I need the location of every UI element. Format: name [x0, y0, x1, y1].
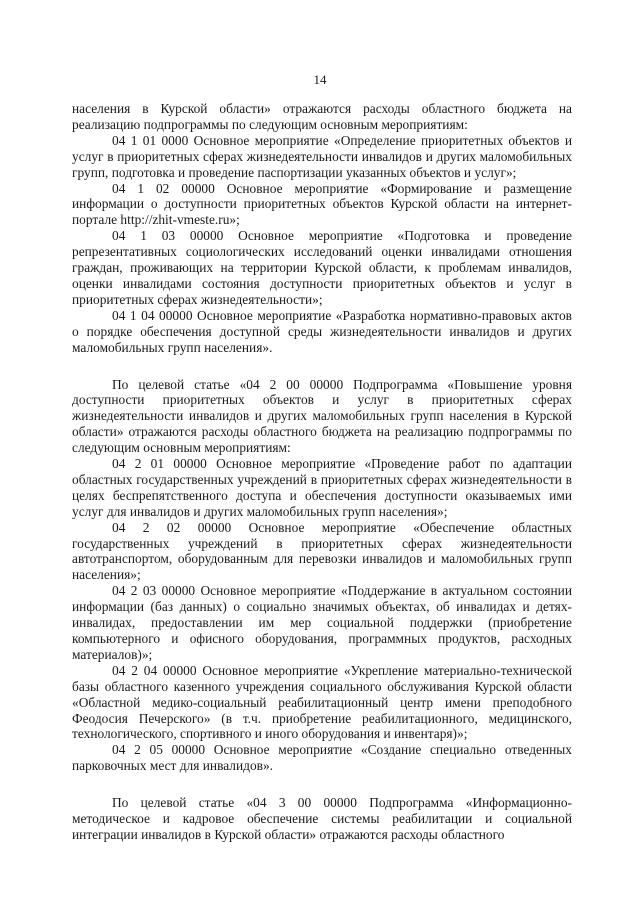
- paragraph: 04 2 02 00000 Основное мероприятие «Обеспечение областных государственных учреждений в приоритетных сферах жизнедеятельности автотранспортом, оборудованным для перевозки инвалидов и маломобильных групп населения»;: [72, 519, 572, 583]
- paragraph: 04 2 04 00000 Основное мероприятие «Укрепление материально-технической базы областного казенного учреждения социального обслуживания Курской области «Областной медико-социальный реабилитационный центр имени преподобного Феодосия Печерского» (в т.ч. приобретение реабилитационного, медицинского, технологического, спортивного и иного оборудования и инвентаря)»;: [72, 662, 572, 742]
- paragraph: По целевой статье «04 3 00 00000 Подпрограмма «Информационно-методическое и кадровое обеспечение системы реабилитации и социальной интеграции инвалидов в Курской области» отражаются расходы областного: [72, 795, 572, 842]
- paragraph-spacer: [72, 356, 572, 377]
- paragraph: 04 2 03 00000 Основное мероприятие «Поддержание в актуальном состоянии информации (баз данных) о социально значимых объектах, об инвалидах и детях-инвалидах, предоставлении им мер социальной поддержки (приобретение компьютерного и офисного оборудования, программных продуктов, расходных материалов)»;: [72, 583, 572, 662]
- paragraph: 04 1 04 00000 Основное мероприятие «Разработка нормативно-правовых актов о порядке обеспечения доступной среды жизнедеятельности инвалидов и других маломобильных групп населения».: [72, 307, 572, 355]
- page-number: 14: [313, 72, 327, 87]
- paragraph: 04 2 01 00000 Основное мероприятие «Проведение работ по адаптации областных государственных учреждений в приоритетных сферах жизнедеятельности в целях беспрепятственного доступа и обеспечения доступности оказываемых ими услуг для инвалидов и других маломобильных групп населения»;: [72, 456, 572, 519]
- paragraph: 04 1 03 00000 Основное мероприятие «Подготовка и проведение репрезентативных социологических исследований оценки инвалидами отношения граждан, проживающих на территории Курской области, к проблемам инвалидов, оценки инвалидами состояния доступности приоритетных объектов и услуг в приоритетных сферах жизнедеятельности»;: [72, 228, 572, 307]
- document-body: [72, 101, 572, 843]
- paragraph: По целевой статье «04 2 00 00000 Подпрограмма «Повышение уровня доступности приоритетных объектов и услуг в приоритетных сферах жизнедеятельности инвалидов и других маломобильных групп населения в Курской области» отражаются расходы областного бюджета на реализацию подпрограммы по следующим основным мероприятиям:: [72, 376, 572, 456]
- paragraph-spacer: [72, 774, 572, 795]
- paragraph: населения в Курской области» отражаются расходы областного бюджета на реализацию подпрограммы по следующим основным мероприятиям:: [72, 101, 572, 132]
- paragraph: 04 1 01 0000 Основное мероприятие «Определение приоритетных объектов и услуг в приоритетных сферах жизнедеятельности инвалидов и других маломобильных групп, подготовка и проведение паспортизации указанных объектов и услуг»;: [72, 132, 572, 180]
- paragraph: 04 1 02 00000 Основное мероприятие «Формирование и размещение информации о доступности приоритетных объектов Курской области на интернет-портале http://zhit-vmeste.ru»;: [72, 180, 572, 228]
- paragraph: 04 2 05 00000 Основное мероприятие «Создание специально отведенных парковочных мест для инвалидов».: [72, 742, 572, 774]
